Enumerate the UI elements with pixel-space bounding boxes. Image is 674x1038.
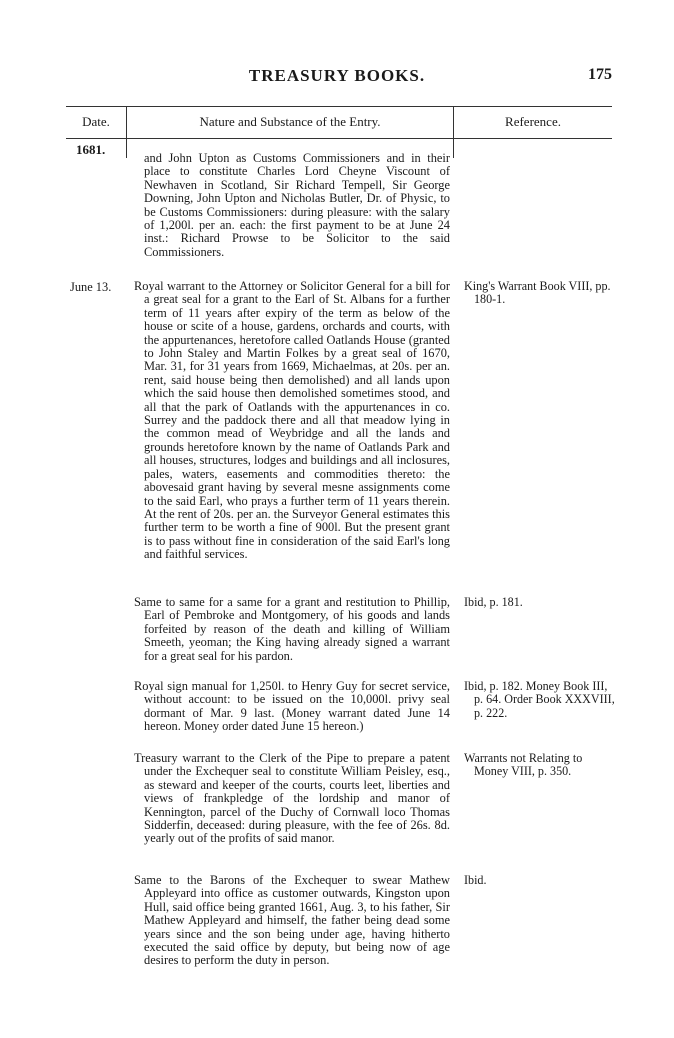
entry-text: Royal sign manual for 1,250l. to Henry Guy for secret service, without account: to be issued on the 10,000l. privy seal dormant of Mar. 9 last. (Money warrant dated June 14 hereon. Money order dated June 15 hereon.) <box>134 679 450 734</box>
entry-text: Same to the Barons of the Exchequer to swear Mathew Appleyard into office as customer outwards, Kingston upon Hull, said office being granted 1661, Aug. 3, to his father, Sir Mathew Appleyard and himself, the father being dead some years since and the son being under age, having hitherto executed the said office by deputy, but being now of age desires to perform the duty in person. <box>134 873 450 968</box>
entry-text: Royal warrant to the Attorney or Solicitor General for a bill for a great seal for a grant to the Earl of St. Albans for a further term of 11 years after expiry of the term as below of the house or scite of a house, gardens, orchards and courts, with the appurtenances, heretofore called Oatlands House (granted to John Staley and Martin Folkes by a great seal of 1670, Mar. 31, for 31 years from 1669, Michaelmas, at 20s. per an. rent, said house being then demolished) and all lands upon which the said house then demolished sometimes stood, and all that the park of Oatlands with the appurtenances in co. Surrey and the paddock there and all that meadow lying in the common mead of Weybridge and all the lands and grounds heretofore known by the name of Oatlands Park and all houses, structures, lodges and buildings and all inclosures, pales, waters, easements and commodities thereto: the abovesaid grant having by several mesne assignments come to the said Earl, who prays a further term of 11 years therein. At the rent of 20s. per an. the Surveyor General estimates this further term to be worth a fine of 900l. But the present grant is to pass without fine in consideration of the said Earl's long and faithful services. <box>134 279 450 562</box>
entry-reference: King's Warrant Book VIII, pp. 180-1. <box>464 279 611 307</box>
entry-text: Same to same for a same for a grant and restitution to Phillip, Earl of Pembroke and Montgomery, of his goods and lands forfeited by reason of the death and killing of William Smeeth, yeoman; the King having already signed a warrant for a great seal for his pardon. <box>134 595 450 663</box>
table-header-rule <box>66 138 612 139</box>
column-header-date: Date. <box>82 114 110 129</box>
column-header-nature: Nature and Substance of the Entry. <box>199 114 381 129</box>
column-header-reference: Reference. <box>505 114 561 129</box>
entry-date: June 13. <box>70 280 112 294</box>
entry-reference: Ibid. <box>464 873 487 887</box>
page-number: 175 <box>588 66 612 83</box>
year-label: 1681. <box>76 142 106 157</box>
entry-reference: Warrants not Relating to Money VIII, p. 350. <box>464 751 583 779</box>
entry-text: Treasury warrant to the Clerk of the Pipe to prepare a patent under the Exchequer seal to constitute William Peisley, esq., as steward and keeper of the courts, courts leet, liberties and views of frankpledge of the lordship and manor of Kennington, parcel of the Duchy of Cornwall loco Thomas Sidderfin, deceased: during pleasure, with the fee of 26s. 8d. yearly out of the profits of said manor. <box>134 751 450 846</box>
page-title: TREASURY BOOKS. <box>248 66 426 85</box>
column-divider <box>126 138 127 158</box>
table-top-rule <box>66 106 612 107</box>
column-divider <box>453 138 454 158</box>
entry-reference: Ibid, p. 182. Money Book III, p. 64. Order Book XXXVIII, p. 222. <box>464 679 615 720</box>
entry-text: and John Upton as Customs Commissioners and in their place to constitute Charles Lord Cheyne Viscount of Newhaven in Scotland, Sir Richard Tempell, Sir George Downing, John Upton and Nicholas Butler, Dr. of Physic, to be Customs Commissioners: during pleasure: with the salary of 1,200l. per an. each: the first payment to be at June 24 inst.: Richard Prowse to be Solicitor to the said Commissioners. <box>144 151 450 259</box>
entry-reference: Ibid, p. 181. <box>464 595 523 609</box>
